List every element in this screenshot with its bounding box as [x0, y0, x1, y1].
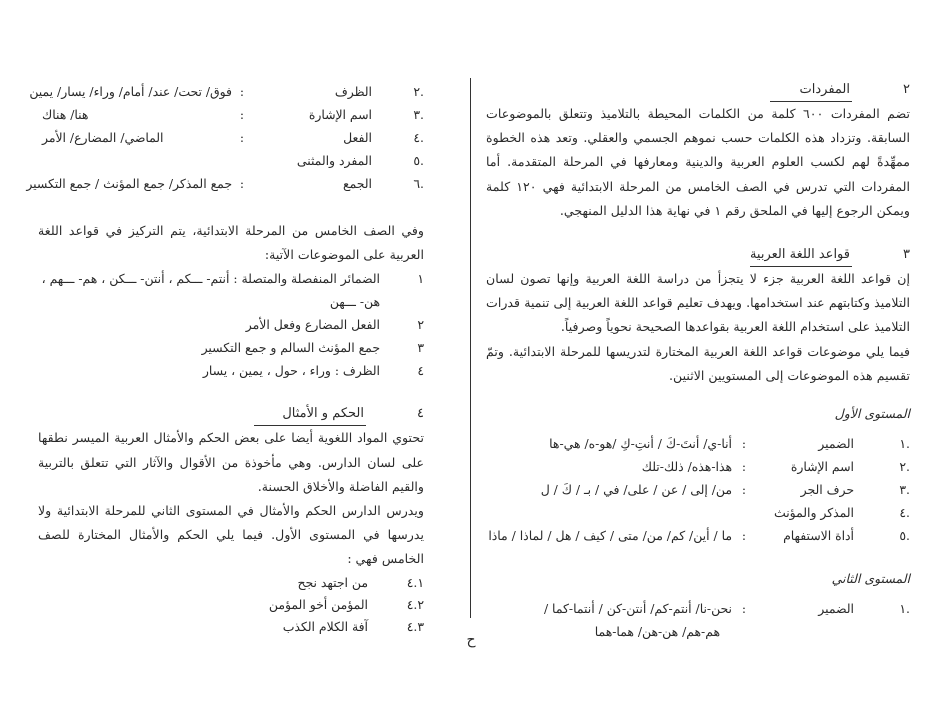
item-text: الفعل المضارع وفعل الأمر: [245, 317, 380, 333]
item-value: [25, 80, 232, 103]
item-number: ٤.٢: [406, 596, 424, 612]
item-text: آفة الكلام الكذب: [282, 618, 368, 634]
item-term: المفرد والمثنى: [296, 153, 372, 168]
item-term: الضمير: [818, 436, 854, 452]
level-1-title: المستوى الأول: [834, 406, 910, 422]
item-colon: [232, 149, 252, 172]
list-item: [38, 594, 424, 616]
item-text: المؤمن أخو المؤمن: [268, 596, 368, 612]
grammar-continued-list: [26, 80, 424, 195]
proverbs-paragraph-2: ويدرس الدارس الحكم والأمثال في المستوى الثاني للمرحلة الابتدائية ولا يدرسها في المستوى الأول. فيما يلي الحكم والأمثال المختارة للصف الخامس فهي :: [38, 503, 424, 567]
item-number: .٥: [413, 153, 424, 168]
list-item: [486, 597, 910, 620]
item-colon: :: [741, 459, 747, 475]
item-colon: :: [741, 601, 747, 617]
list-item: [38, 126, 424, 149]
item-value: أنا-ي/ أنتَ-كَ / أنتِ-كِ /هو-ه/ هي-ها: [549, 436, 732, 452]
list-item: [486, 455, 910, 478]
item-value: [38, 149, 232, 172]
grade5-topics-list: [38, 267, 424, 382]
level-2-title: المستوى الثاني: [831, 571, 910, 587]
item-colon: :: [741, 482, 747, 498]
grammar-paragraph-1: إن قواعد اللغة العربية جزء لا يتجزأ من دراسة اللغة العربية وإنها تصون لسان التلاميذ وكتابتهم عند استخدامها. ويهدف تعليم قواعد اللغة العربية إلى تنمية قدرات التلاميذ على استخدام اللغة العربية بقواعدها الصحيحة نحوياً وصرفياً.: [486, 271, 910, 335]
list-item: [38, 336, 424, 359]
item-term: اسم الإشارة: [790, 459, 854, 475]
proverbs-list: [38, 572, 424, 638]
section-heading-grammar: [486, 245, 910, 265]
item-number: ٣: [417, 340, 424, 356]
item-number: .٤: [899, 505, 910, 521]
section-number: ٤: [417, 406, 424, 422]
list-item: [486, 524, 910, 547]
list-item: [26, 172, 424, 195]
item-colon: :: [741, 528, 747, 544]
item-value: [22, 172, 232, 195]
level-1-list: [486, 432, 910, 547]
item-text-continuation: هن- ـــهن: [329, 294, 380, 310]
list-item: [486, 478, 910, 501]
item-text: الظرف : وراء ، حول ، يمين ، يسار: [202, 363, 380, 379]
item-value: [486, 501, 732, 524]
item-number: ٤: [417, 363, 424, 379]
item-number: .٤: [413, 130, 424, 145]
item-number: .٢: [413, 84, 424, 99]
item-value-text: الماضي/ المضارع/ الأمر: [42, 130, 164, 145]
item-term: الظرف: [334, 84, 372, 99]
list-item: [38, 267, 424, 290]
item-number: ٢: [417, 317, 424, 333]
item-value-continuation: هم-هم/ هن-هن/ هما-هما: [594, 624, 720, 640]
grade5-intro-paragraph: وفي الصف الخامس من المرحلة الابتدائية، يتم التركيز في قواعد اللغة العربية على الموضوعات الآتية:: [38, 223, 424, 263]
item-number: ٤.١: [406, 574, 424, 590]
item-value-text: فوق/ تحت/ عند/ أمام/ وراء/ يسار/ يمين: [29, 84, 232, 99]
item-number: .٣: [413, 107, 424, 122]
left-column: [26, 80, 424, 638]
item-term: حرف الجر: [800, 482, 854, 498]
item-colon: [732, 501, 756, 524]
list-item: [38, 359, 424, 382]
item-term: المذكر والمؤنث: [774, 505, 854, 521]
item-value: نحن-نا/ أنتم-كم/ أنتن-كن / أنتما-كما /: [543, 601, 732, 617]
item-colon: :: [741, 436, 747, 452]
list-item: [38, 313, 424, 336]
item-number: .٣: [899, 482, 910, 498]
list-item: [38, 149, 424, 172]
item-text: جمع المؤنث السالم و جمع التكسير: [201, 340, 380, 356]
item-number: .١: [899, 601, 910, 617]
section-number: ٣: [903, 247, 910, 263]
item-term: اسم الإشارة: [308, 107, 372, 122]
section-number: ٢: [903, 82, 910, 97]
item-colon: :: [239, 107, 245, 122]
section-title: الحكم و الأمثال: [254, 404, 366, 426]
list-item: [38, 572, 424, 594]
list-item: [29, 80, 424, 103]
list-item: [38, 103, 424, 126]
list-item: [486, 501, 910, 524]
page-number: ح: [466, 632, 476, 648]
section-heading-proverbs: [38, 404, 424, 424]
item-value: [38, 103, 232, 126]
item-colon: :: [239, 130, 245, 145]
item-number: .٥: [899, 528, 910, 544]
item-value-text: جمع المذكر/ جمع المؤنث / جمع التكسير: [26, 176, 232, 191]
proverbs-paragraph-1: تحتوي المواد اللغوية أيضا على بعض الحكم والأمثال العربية الميسر نطقها على لسان الدارس. وهي مأخوذة من الأقوال والآثار التي تتعلق بالتربية والقيم الفاضلة والأخلاق الحسنة.: [38, 430, 424, 494]
item-colon: :: [239, 176, 245, 191]
item-term: الفعل: [343, 130, 372, 145]
item-value: ما / أين/ كم/ من/ متى / كيف / هل / لماذا / ماذا: [488, 528, 732, 544]
vocabulary-paragraph: تضم المفردات ٦٠٠ كلمة من الكلمات المحيطة بالتلاميذ وتتعلق بالموضوعات السابقة. وتزداد هذه الكلمات حسب نموهم الجسمي والعقلي. وتعد هذه الخطوة ممهِّدةً لهم لكسب العلوم العربية والدينية ومعارفها في المرحلة المتقدمة. أما المفردات التي تدرس في الصف الخامس من المرحلة الابتدائية فهي ١٢٠ كلمة ويمكن الرجوع إليها في الملحق رقم ١ في نهاية هذا الدليل المنهجي.: [486, 106, 910, 218]
item-value: من/ إلى / عن / على/ في / بـ / كَ / ل: [540, 482, 732, 498]
item-text: من اجتهد نجح: [297, 574, 368, 590]
item-number: ١: [417, 271, 424, 287]
section-title: المفردات: [770, 80, 852, 102]
section-heading-vocabulary: [486, 80, 910, 100]
item-term: الضمير: [818, 601, 854, 617]
item-colon: :: [239, 84, 245, 99]
item-term: أداة الاستفهام: [783, 528, 854, 544]
item-value: [38, 126, 232, 149]
grammar-paragraph-2: فيما يلي موضوعات قواعد اللغة العربية المختارة لتدريسها للمرحلة الابتدائية. وتمّ تقسيم هذه الموضوعات إلى المستويين الاثنين.: [486, 343, 910, 383]
section-title: قواعد اللغة العربية: [750, 245, 852, 267]
right-column: [486, 80, 910, 643]
item-value-text: هنا/ هناك: [42, 107, 89, 122]
list-item: [486, 432, 910, 455]
item-number: ٤.٣: [406, 618, 424, 634]
item-number: .٦: [413, 176, 424, 191]
item-text: الضمائر المنفصلة والمتصلة : أنتم- ـــكم ، أنتن- ـــكن ، هم- ـــهم ،: [41, 271, 380, 287]
column-divider: [470, 78, 471, 618]
item-term: الجمع: [343, 176, 372, 191]
item-value: هذا-هذه/ ذلك-تلك: [641, 459, 732, 475]
item-number: .٢: [899, 459, 910, 475]
item-number: .١: [899, 436, 910, 452]
